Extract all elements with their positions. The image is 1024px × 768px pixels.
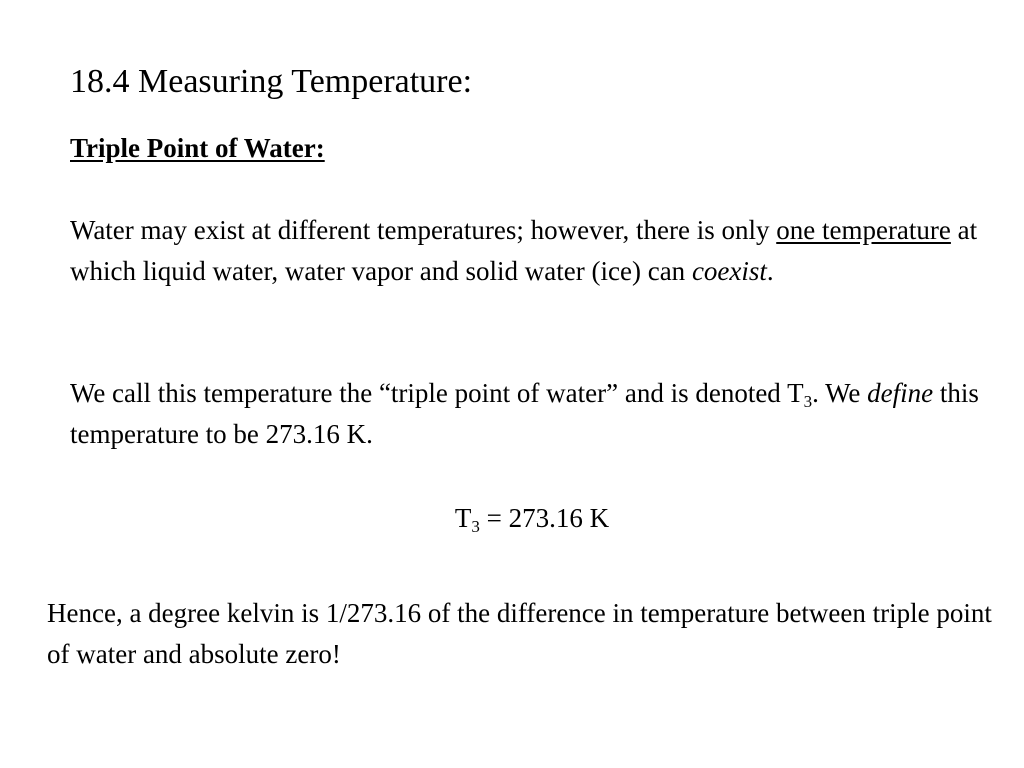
paragraph-coexist (70, 210, 1010, 292)
equation-rhs: = 273.16 K (479, 503, 610, 533)
section-heading-triple-point: Triple Point of Water: (70, 133, 325, 163)
equation-subscript: 3 (471, 517, 480, 536)
paragraph-coexist-text-c: . (766, 256, 774, 286)
paragraph-triple-point-definition (70, 373, 1010, 455)
italic-define: define (867, 378, 934, 408)
paragraph-coexist-text-b: at which liquid water, water vapor and solid water (ice) can (70, 215, 978, 286)
underlined-one-temperature: one temperature (776, 215, 951, 245)
italic-coexist: coexist (691, 256, 767, 286)
paragraph-definition-text-a: We call this temperature the “triple point of water” and is denoted T (70, 378, 804, 408)
equation-triple-point (0, 500, 1024, 536)
paragraph-degree-kelvin: Hence, a degree kelvin is 1/273.16 of the difference in temperature between triple point of water and absolute zero! (47, 598, 992, 669)
paragraph-definition-text-c: this temperature to be 273.16 K. (70, 378, 979, 449)
paragraph-coexist-text-a: Water may exist at different temperatures; however, there is only (70, 215, 777, 245)
equation-symbol: T (454, 503, 472, 533)
paragraph-definition-text-b: . We (812, 378, 868, 408)
slide-title: 18.4 Measuring Temperature: (70, 63, 473, 100)
subscript-3: 3 (803, 392, 813, 411)
